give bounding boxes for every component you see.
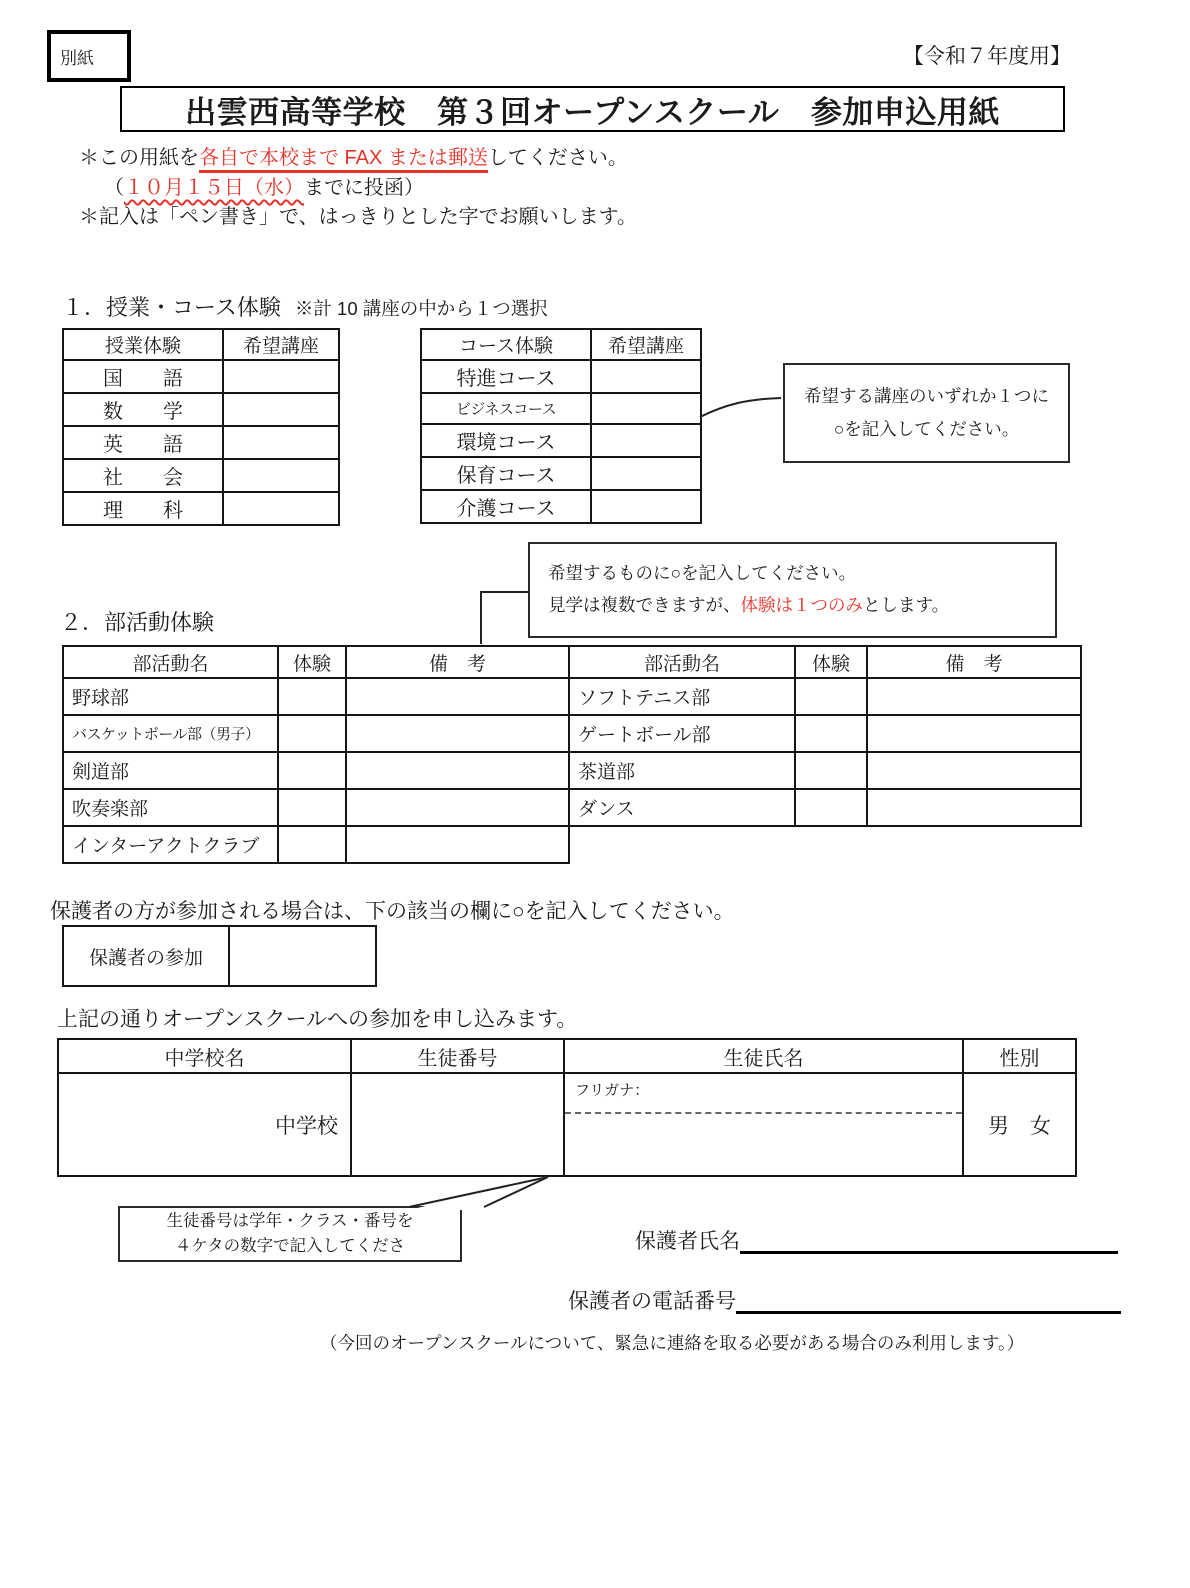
instruction-1-prefix: ＊この用紙を: [79, 147, 199, 169]
class-row-label: 数 学: [63, 393, 223, 426]
form-title: 出雲西高等学校 第３回オープンスクール 参加申込用紙: [185, 94, 1000, 130]
club-biko-cell[interactable]: [867, 715, 1081, 752]
section1-heading: [62, 291, 548, 322]
section1-heading-note: ※計 10 講座の中から１つ選択: [294, 298, 548, 319]
guardian-name-label: 保護者氏名: [635, 1230, 740, 1253]
form-title-box: [120, 86, 1065, 132]
instruction-2-paren: （: [104, 177, 124, 199]
student-number-callout: [118, 1206, 462, 1262]
club-activity-table: [62, 645, 1082, 864]
guardian-participation-cell[interactable]: [229, 926, 376, 986]
course-experience-table: [420, 328, 702, 524]
header-school-name: 中学校名: [58, 1039, 351, 1073]
class-row-label: 英 語: [63, 426, 223, 459]
class-row-label: 理 科: [63, 492, 223, 525]
student-name-cell[interactable]: [564, 1073, 963, 1176]
student-number-callout-tail-edge: [409, 1177, 548, 1207]
instruction-1-red-text: 各自で本校まで FAX または郵送: [199, 147, 488, 173]
club-header-biko-right: 備 考: [867, 646, 1081, 678]
course-wish-callout-line2: ○を記入してください。: [833, 419, 1020, 439]
guardian-phone-label: 保護者の電話番号: [568, 1290, 736, 1313]
student-info-table: [57, 1038, 1077, 1177]
guardian-phone-line[interactable]: [736, 1311, 1121, 1314]
club-taiken-cell[interactable]: [278, 789, 346, 826]
section1-heading-main: １．授業・コース体験: [62, 295, 281, 320]
club-biko-cell[interactable]: [346, 678, 569, 715]
club-name: ダンス: [569, 789, 795, 826]
guardian-name-line[interactable]: [740, 1251, 1118, 1254]
club-taiken-cell[interactable]: [278, 678, 346, 715]
club-name: バスケットボール部（男子）: [63, 715, 278, 752]
instruction-line-2: [104, 171, 424, 200]
instruction-2-deadline: １０月１５日（水）: [124, 177, 304, 199]
course-wish-callout-line1: 希望する講座のいずれか１つに: [804, 386, 1049, 406]
club-header-taiken-right: 体験: [795, 646, 867, 678]
club-header-name-right: 部活動名: [569, 646, 795, 678]
instruction-1-suffix: してください。: [487, 147, 628, 169]
instruction-2-suffix: までに投函）: [304, 177, 424, 199]
club-taiken-cell[interactable]: [278, 752, 346, 789]
club-taiken-cell[interactable]: [795, 678, 867, 715]
club-biko-cell[interactable]: [346, 715, 569, 752]
club-name: ソフトテニス部: [569, 678, 795, 715]
club-name: 茶道部: [569, 752, 795, 789]
section2-heading: ２．部活動体験: [60, 610, 215, 635]
course-row-label: 保育コース: [421, 457, 591, 490]
club-callout-connector-line: [481, 592, 528, 644]
header-gender: 性別: [963, 1039, 1076, 1073]
class-table-header-subject: 授業体験: [63, 329, 223, 360]
class-wish-cell[interactable]: [223, 393, 339, 426]
guardian-participation-table: [62, 925, 377, 987]
club-biko-cell[interactable]: [867, 678, 1081, 715]
empty-area: [569, 826, 795, 863]
course-table-header-wish: 希望講座: [591, 329, 701, 360]
guardian-name-row: [635, 1230, 1118, 1254]
school-name-cell[interactable]: [58, 1073, 351, 1176]
club-biko-cell[interactable]: [346, 826, 569, 863]
course-wish-cell[interactable]: [591, 360, 701, 393]
club-callout-line2-suffix: とします。: [863, 595, 950, 615]
furigana-area[interactable]: [565, 1074, 962, 1114]
course-callout-connector-line: [700, 398, 781, 417]
student-number-callout-line1: 生徒番号は学年・クラス・番号を: [166, 1212, 414, 1230]
attachment-tag-label: 別紙: [60, 48, 94, 68]
club-name: 剣道部: [63, 752, 278, 789]
club-name: 吹奏楽部: [63, 789, 278, 826]
class-wish-cell[interactable]: [223, 492, 339, 525]
empty-area: [867, 826, 1081, 863]
club-biko-cell[interactable]: [867, 752, 1081, 789]
course-row-label: ビジネスコース: [421, 393, 591, 424]
student-number-cell[interactable]: [351, 1073, 564, 1176]
attachment-tag-box: [47, 30, 131, 82]
instruction-line-1: [79, 141, 628, 170]
club-taiken-cell[interactable]: [278, 715, 346, 752]
club-taiken-cell[interactable]: [795, 789, 867, 826]
guardian-phone-row: [568, 1290, 1121, 1314]
club-wish-callout-line1: 希望するものに○を記入してください。: [548, 563, 857, 583]
phone-usage-note: （今回のオープンスクールについて、緊急に連絡を取る必要がある場合のみ利用します。）: [320, 1333, 1025, 1353]
club-header-taiken-left: 体験: [278, 646, 346, 678]
club-biko-cell[interactable]: [346, 789, 569, 826]
club-header-biko-left: 備 考: [346, 646, 569, 678]
club-wish-callout-line2: [548, 589, 1055, 621]
class-row-label: 国 語: [63, 360, 223, 393]
club-taiken-cell[interactable]: [795, 752, 867, 789]
course-wish-cell[interactable]: [591, 393, 701, 424]
club-name: ゲートボール部: [569, 715, 795, 752]
club-header-name-left: 部活動名: [63, 646, 278, 678]
class-wish-cell[interactable]: [223, 360, 339, 393]
class-wish-cell[interactable]: [223, 459, 339, 492]
guardian-instruction: 保護者の方が参加される場合は、下の該当の欄に○を記入してください。: [50, 900, 735, 923]
course-table-header-course: コース体験: [421, 329, 591, 360]
furigana-label: フリガナ：: [575, 1082, 650, 1099]
course-wish-cell[interactable]: [591, 490, 701, 523]
course-wish-cell[interactable]: [591, 424, 701, 457]
gender-cell[interactable]: [963, 1073, 1076, 1176]
fiscal-year-label: 【令和７年度用】: [903, 45, 1071, 68]
club-biko-cell[interactable]: [346, 752, 569, 789]
club-callout-line2-red: 体験は１つのみ: [740, 595, 863, 615]
course-row-label: 介護コース: [421, 490, 591, 523]
school-suffix-label: 中学校: [275, 1114, 338, 1138]
empty-area: [795, 826, 867, 863]
course-row-label: 環境コース: [421, 424, 591, 457]
club-taiken-cell[interactable]: [795, 715, 867, 752]
club-callout-line2-prefix: 見学は複数できますが、: [548, 595, 741, 615]
header-student-name: 生徒氏名: [564, 1039, 963, 1073]
guardian-participation-label: 保護者の参加: [63, 926, 229, 986]
course-wish-callout: [783, 363, 1070, 463]
header-student-number: 生徒番号: [351, 1039, 564, 1073]
instruction-line-3: ＊記入は「ペン書き」で、はっきりとした字でお願いします。: [79, 206, 637, 228]
club-biko-cell[interactable]: [867, 789, 1081, 826]
class-experience-table: [62, 328, 340, 526]
club-taiken-cell[interactable]: [278, 826, 346, 863]
application-statement: 上記の通りオープンスクールへの参加を申し込みます。: [57, 1008, 578, 1031]
student-number-callout-line2: ４ケタの数字で記入してくださ: [174, 1237, 406, 1255]
class-row-label: 社 会: [63, 459, 223, 492]
club-name: 野球部: [63, 678, 278, 715]
club-name: インターアクトクラブ: [63, 826, 278, 863]
class-wish-cell[interactable]: [223, 426, 339, 459]
student-number-callout-tail-edge: [484, 1177, 548, 1207]
gender-options: 男 女: [988, 1114, 1051, 1138]
course-wish-cell[interactable]: [591, 457, 701, 490]
class-table-header-wish: 希望講座: [223, 329, 339, 360]
course-row-label: 特進コース: [421, 360, 591, 393]
club-wish-callout: [528, 542, 1057, 638]
